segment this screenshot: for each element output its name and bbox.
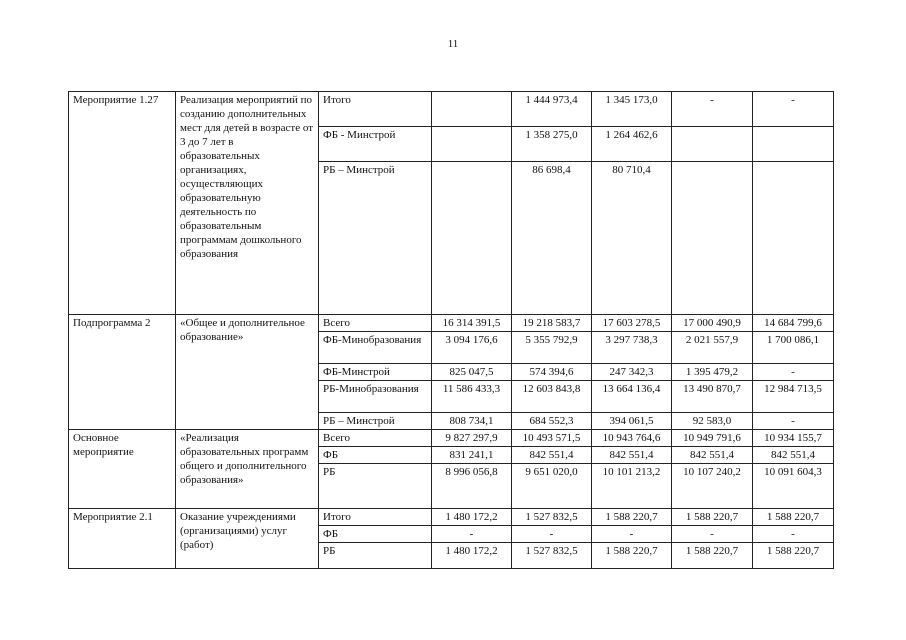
value-cell: [753, 127, 834, 162]
value-cell: 14 684 799,6: [753, 315, 834, 332]
value-cell: 825 047,5: [432, 364, 512, 381]
value-cell: 1 480 172,2: [432, 509, 512, 526]
value-cell: 12 984 713,5: [753, 381, 834, 413]
value-cell: 92 583,0: [672, 413, 753, 430]
value-cell: 1 345 173,0: [592, 92, 672, 127]
table-row: [69, 430, 834, 447]
value-cell: 19 218 583,7: [512, 315, 592, 332]
funding-table: [68, 91, 834, 569]
value-cell: 10 091 604,3: [753, 464, 834, 509]
value-cell: 86 698,4: [512, 162, 592, 315]
value-cell: 1 264 462,6: [592, 127, 672, 162]
source-cell: РБ-Минобразования: [319, 381, 432, 413]
item-cell: Мероприятие 2.1: [69, 509, 176, 569]
value-cell: 1 358 275,0: [512, 127, 592, 162]
description-cell: Реализация мероприятий по созданию дополнительных мест для детей в возрасте от 3 до 7 лет в образовательных организациях, осуществляющих образовательную деятельность по образовательным программам дошкольного образования: [176, 92, 319, 315]
value-cell: 1 395 479,2: [672, 364, 753, 381]
source-cell: ФБ - Минстрой: [319, 127, 432, 162]
value-cell: -: [753, 526, 834, 543]
value-cell: -: [753, 413, 834, 430]
value-cell: [432, 92, 512, 127]
value-cell: 9 651 020,0: [512, 464, 592, 509]
value-cell: 5 355 792,9: [512, 332, 592, 364]
source-cell: Всего: [319, 315, 432, 332]
source-cell: Итого: [319, 92, 432, 127]
source-cell: РБ – Минстрой: [319, 413, 432, 430]
value-cell: [753, 162, 834, 315]
source-cell: РБ: [319, 543, 432, 569]
description-cell: Оказание учреждениями (организациями) услуг (работ): [176, 509, 319, 569]
value-cell: -: [753, 364, 834, 381]
value-cell: 1 527 832,5: [512, 543, 592, 569]
item-cell: Подпрограмма 2: [69, 315, 176, 430]
value-cell: 10 101 213,2: [592, 464, 672, 509]
source-cell: РБ: [319, 464, 432, 509]
value-cell: 831 241,1: [432, 447, 512, 464]
value-cell: 1 588 220,7: [592, 543, 672, 569]
value-cell: [432, 127, 512, 162]
value-cell: 1 480 172,2: [432, 543, 512, 569]
table-row: [69, 92, 834, 127]
value-cell: 10 949 791,6: [672, 430, 753, 447]
value-cell: 574 394,6: [512, 364, 592, 381]
source-cell: Всего: [319, 430, 432, 447]
source-cell: ФБ: [319, 526, 432, 543]
source-cell: ФБ: [319, 447, 432, 464]
value-cell: 1 588 220,7: [753, 509, 834, 526]
value-cell: 3 297 738,3: [592, 332, 672, 364]
description-cell: «Реализация образовательных программ общего и дополнительного образования»: [176, 430, 319, 509]
value-cell: 2 021 557,9: [672, 332, 753, 364]
item-cell: Основное мероприятие: [69, 430, 176, 509]
value-cell: -: [512, 526, 592, 543]
value-cell: 8 996 056,8: [432, 464, 512, 509]
source-cell: Итого: [319, 509, 432, 526]
value-cell: 842 551,4: [592, 447, 672, 464]
source-cell: ФБ-Минстрой: [319, 364, 432, 381]
value-cell: -: [672, 92, 753, 127]
value-cell: 808 734,1: [432, 413, 512, 430]
value-cell: 17 000 490,9: [672, 315, 753, 332]
value-cell: 1 700 086,1: [753, 332, 834, 364]
value-cell: 80 710,4: [592, 162, 672, 315]
value-cell: 842 551,4: [512, 447, 592, 464]
value-cell: 9 827 297,9: [432, 430, 512, 447]
value-cell: 1 588 220,7: [753, 543, 834, 569]
value-cell: 1 444 973,4: [512, 92, 592, 127]
value-cell: 1 588 220,7: [672, 509, 753, 526]
value-cell: 10 934 155,7: [753, 430, 834, 447]
table-row: [69, 315, 834, 332]
value-cell: 10 943 764,6: [592, 430, 672, 447]
value-cell: 394 061,5: [592, 413, 672, 430]
item-cell: Мероприятие 1.27: [69, 92, 176, 315]
value-cell: 1 588 220,7: [592, 509, 672, 526]
value-cell: [672, 162, 753, 315]
value-cell: -: [672, 526, 753, 543]
table-row: [69, 509, 834, 526]
value-cell: 13 664 136,4: [592, 381, 672, 413]
value-cell: 3 094 176,6: [432, 332, 512, 364]
value-cell: 1 588 220,7: [672, 543, 753, 569]
value-cell: 17 603 278,5: [592, 315, 672, 332]
value-cell: -: [432, 526, 512, 543]
value-cell: 11 586 433,3: [432, 381, 512, 413]
description-cell: «Общее и дополнительное образование»: [176, 315, 319, 430]
page-number: 11: [447, 38, 459, 50]
source-cell: ФБ-Минобразования: [319, 332, 432, 364]
value-cell: -: [592, 526, 672, 543]
value-cell: 842 551,4: [753, 447, 834, 464]
value-cell: 10 107 240,2: [672, 464, 753, 509]
value-cell: [672, 127, 753, 162]
value-cell: 13 490 870,7: [672, 381, 753, 413]
source-cell: РБ – Минстрой: [319, 162, 432, 315]
value-cell: [432, 162, 512, 315]
value-cell: 12 603 843,8: [512, 381, 592, 413]
value-cell: 842 551,4: [672, 447, 753, 464]
value-cell: 684 552,3: [512, 413, 592, 430]
value-cell: 16 314 391,5: [432, 315, 512, 332]
value-cell: 247 342,3: [592, 364, 672, 381]
value-cell: 1 527 832,5: [512, 509, 592, 526]
value-cell: 10 493 571,5: [512, 430, 592, 447]
value-cell: -: [753, 92, 834, 127]
